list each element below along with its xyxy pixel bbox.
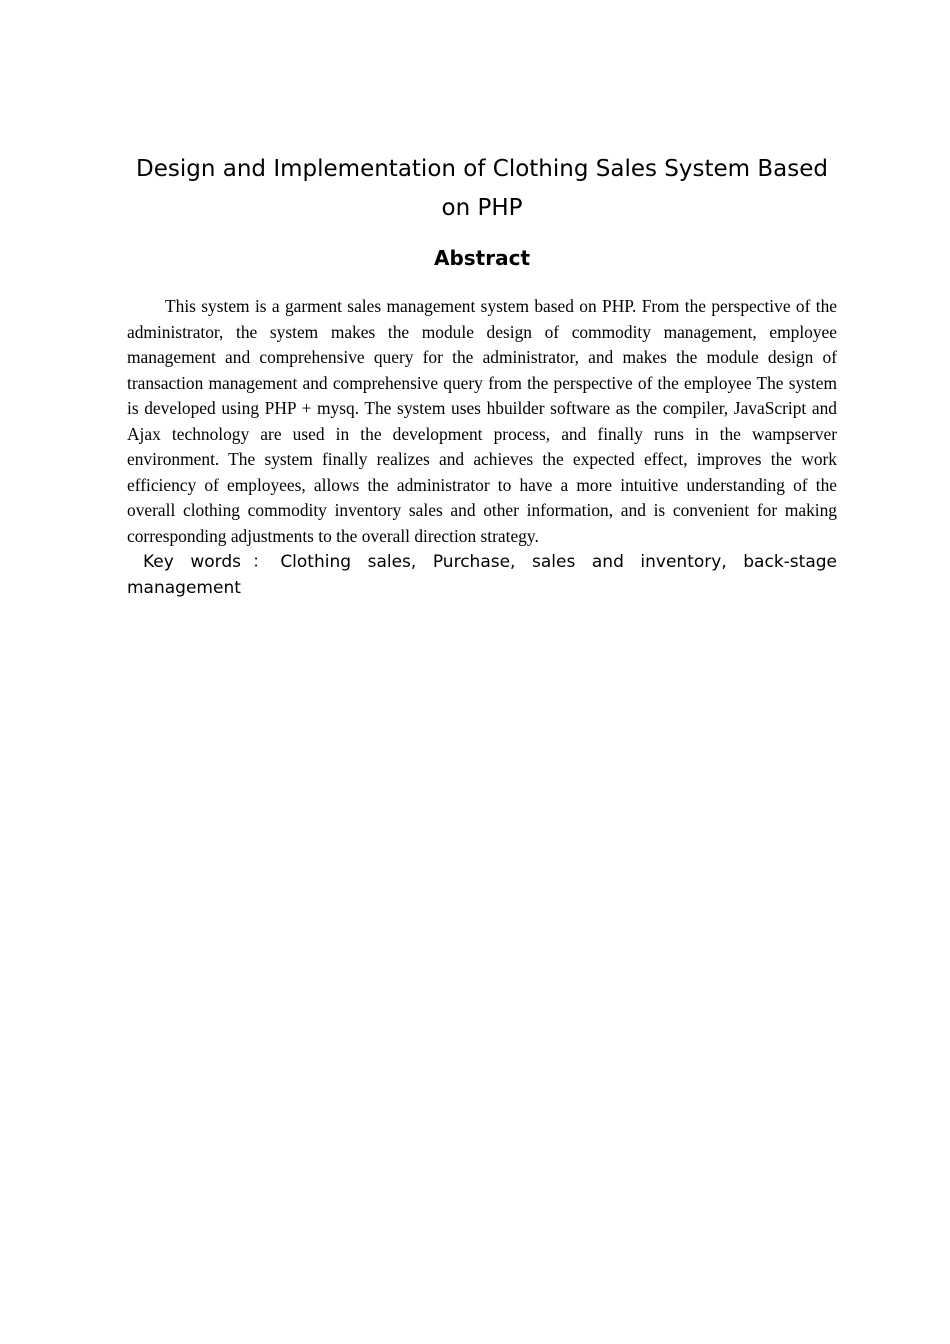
keywords-label: Key words： xyxy=(143,552,281,572)
document-title: Design and Implementation of Clothing Sales System Based on PHP xyxy=(136,156,828,221)
abstract-heading: Abstract xyxy=(433,246,531,270)
document-content xyxy=(127,150,837,601)
abstract-paragraph: This system is a garment sales management system based on PHP. From the perspective of the administrator, the system makes the module design of commodity management, employee management and comprehensive query for the administrator, and makes the module design of transaction management and comprehensive query from the perspective of the employee The system is developed using PHP + mysq. The system uses hbuilder software as the compiler, JavaScript and Ajax technology are used in the development process, and finally runs in the wampserver environment. The system finally realizes and achieves the expected effect, improves the work efficiency of employees, allows the administrator to have a more intuitive understanding of the overall clothing commodity inventory sales and other information, and is convenient for making corresponding adjustments to the overall direction strategy. xyxy=(127,296,837,546)
keywords-line xyxy=(127,549,837,601)
keywords-text: Clothing sales, Purchase, sales and inventory, back-stage management xyxy=(127,552,837,598)
